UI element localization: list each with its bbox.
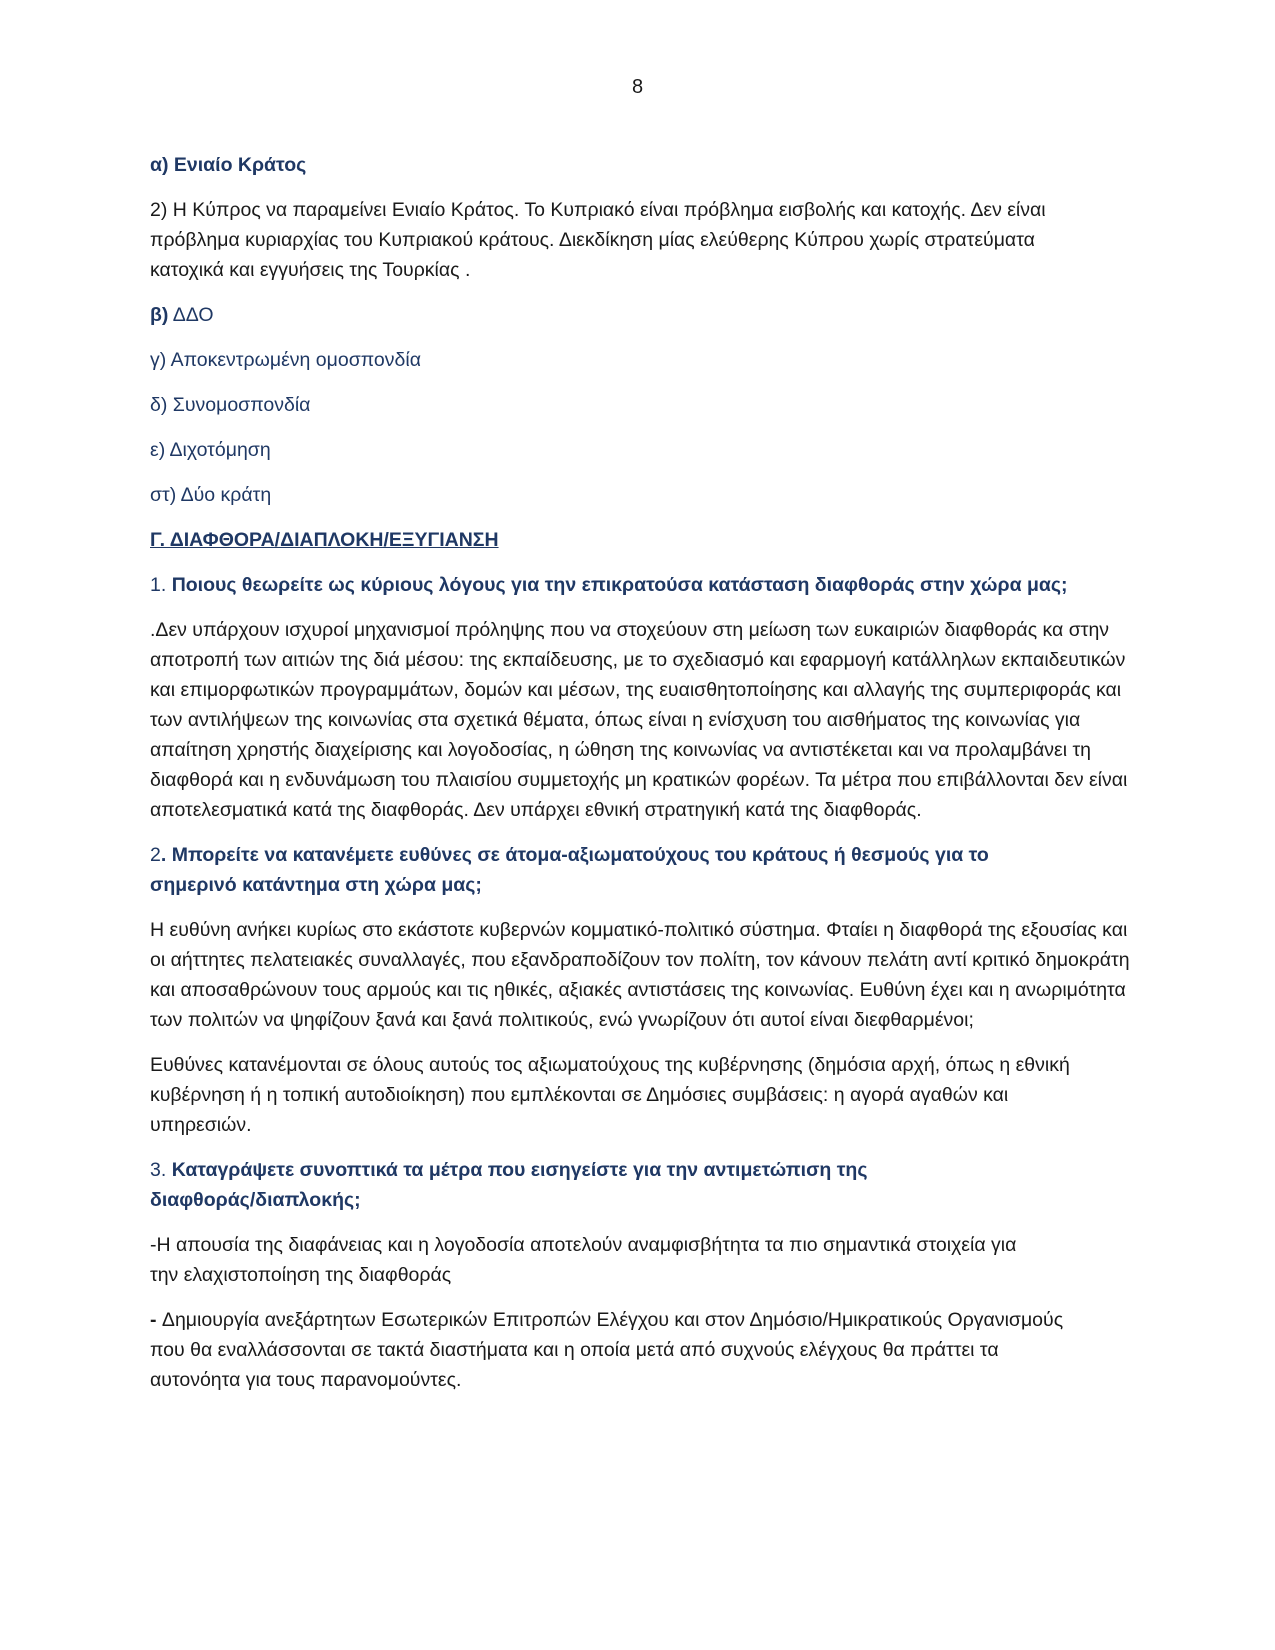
document-body: [150, 150, 1135, 1410]
answer-3-paragraph-1: -Η απουσία της διαφάνειας και η λογοδοσία αποτελούν αναμφισβήτητα τα πιο σημαντικά στοιχεία για την ελαχιστοποίηση της διαφθοράς: [150, 1234, 1017, 1286]
question-3-text: Καταγράψετε συνοπτικά τα μέτρα που εισηγείστε για την αντιμετώπιση της διαφθοράς/διαπλοκής;: [150, 1159, 868, 1211]
question-1: [150, 570, 1135, 600]
option-e: ε) Διχοτόμηση: [150, 439, 271, 461]
section-a-paragraph: 2) Η Κύπρος να παραμείνει Ενιαίο Κράτος. Το Κυπριακό είναι πρόβλημα εισβολής και κατοχής. Δεν είναι πρόβλημα κυριαρχίας του Κυπριακού κράτους. Διεκδίκηση μίας ελεύθερης Κύπρου χωρίς στρατεύματα κατοχικά και εγγυήσεις της Τουρκίας .: [150, 199, 1046, 281]
option-f: στ) Δύο κράτη: [150, 484, 272, 506]
section-a-heading-text: α) Ενιαίο Κράτος: [150, 154, 307, 176]
option-b-prefix: β): [150, 304, 169, 326]
question-1-number: 1.: [150, 574, 172, 596]
answer-1-paragraph: .Δεν υπάρχουν ισχυροί μηχανισμοί πρόληψης που να στοχεύουν στη μείωση των ευκαιριών διαφθοράς κα στην αποτροπή των αιτιών της διά μέσου: της εκπαίδευσης, με το σχεδιασμό και εφαρμογή κατάλληλων εκπαιδευτικών και επιμορφωτικών προγραμμάτων, δομών και μέσων, της ευαισθητοποίησης και αλλαγής της συμπεριφοράς και των αντιλήψεων της κοινωνίας στα σχετικά θέματα, όπως είναι η ενίσχυση του αισθήματος της κοινωνίας για απαίτηση χρηστής διαχείρισης και λογοδοσίας, η ώθηση της κοινωνίας να αντιστέκεται και να προλαμβάνει τη διαφθορά και η ενδυνάμωση του πλαισίου συμμετοχής μη κρατικών φορέων. Τα μέτρα που επιβάλλονται δεν είναι αποτελεσματικά κατά της διαφθοράς. Δεν υπάρχει εθνική στρατηγική κατά της διαφθοράς.: [150, 619, 1128, 821]
section-a-heading: [150, 150, 1135, 180]
question-2-number: 2: [150, 844, 161, 866]
question-3-number: 3.: [150, 1159, 172, 1181]
question-1-text: Ποιους θεωρείτε ως κύριους λόγους για την επικρατούσα κατάσταση διαφθοράς στην χώρα μας;: [171, 574, 1068, 596]
page-number: 8: [631, 76, 644, 98]
question-2: [150, 840, 1030, 900]
option-b-text: ΔΔΟ: [168, 304, 214, 326]
answer-2-paragraph-1: Η ευθύνη ανήκει κυρίως στο εκάστοτε κυβερνών κομματικό-πολιτικό σύστημα. Φταίει η διαφθορά της εξουσίας και οι αήττητες πελατειακές συναλλαγές, που εξανδραποδίζουν τον πολίτη, τον κάνουν πελάτη αντί κριτικό δημοκράτη και αποσαθρώνουν τους αρμούς και τις ηθικές, αξιακές αντιστάσεις της κοινωνίας. Ευθύνη έχει και η ανωριμότητα των πολιτών να ψηφίζουν ξανά και ξανά πολιτικούς, ενώ γνωρίζουν ότι αυτοί είναι διεφθαρμένοι;: [150, 919, 1130, 1031]
option-c: γ) Αποκεντρωμένη ομοσπονδία: [150, 349, 421, 371]
answer-2-paragraph-2: Ευθύνες κατανέμονται σε όλους αυτούς τος αξιωματούχους της κυβέρνησης (δημόσια αρχή, όπως η εθνική κυβέρνηση ή η τοπική αυτοδιοίκηση) που εμπλέκονται σε Δημόσιες συμβάσεις: η αγορά αγαθών και υπηρεσιών.: [150, 1054, 1070, 1136]
question-3: [150, 1155, 910, 1215]
section-g-heading: [150, 525, 1135, 555]
answer-3-paragraph-2: [150, 1305, 1090, 1395]
answer-3-paragraph-2-text: Δημιουργία ανεξάρτητων Εσωτερικών Επιτροπών Ελέγχου και στον Δημόσιο/Ημικρατικούς Οργανισμούς που θα εναλλάσσονται σε τακτά διαστήματα και η οποία μετά από συχνούς ελέγχους θα πράττει τα αυτονόητα για τους παρανομούντες.: [150, 1309, 1064, 1391]
section-g-heading-text: Γ. ΔΙΑΦΘΟΡΑ/ΔΙΑΠΛΟΚΗ/ΕΞΥΓΙΑΝΣΗ: [150, 529, 499, 551]
option-d: δ) Συνομοσπονδία: [150, 394, 311, 416]
option-b: [150, 300, 1135, 330]
answer-3-dash: -: [150, 1309, 162, 1331]
question-2-text: . Μπορείτε να κατανέμετε ευθύνες σε άτομα-αξιωματούχους του κράτους ή θεσμούς για το σημερινό κατάντημα στη χώρα μας;: [150, 844, 989, 896]
